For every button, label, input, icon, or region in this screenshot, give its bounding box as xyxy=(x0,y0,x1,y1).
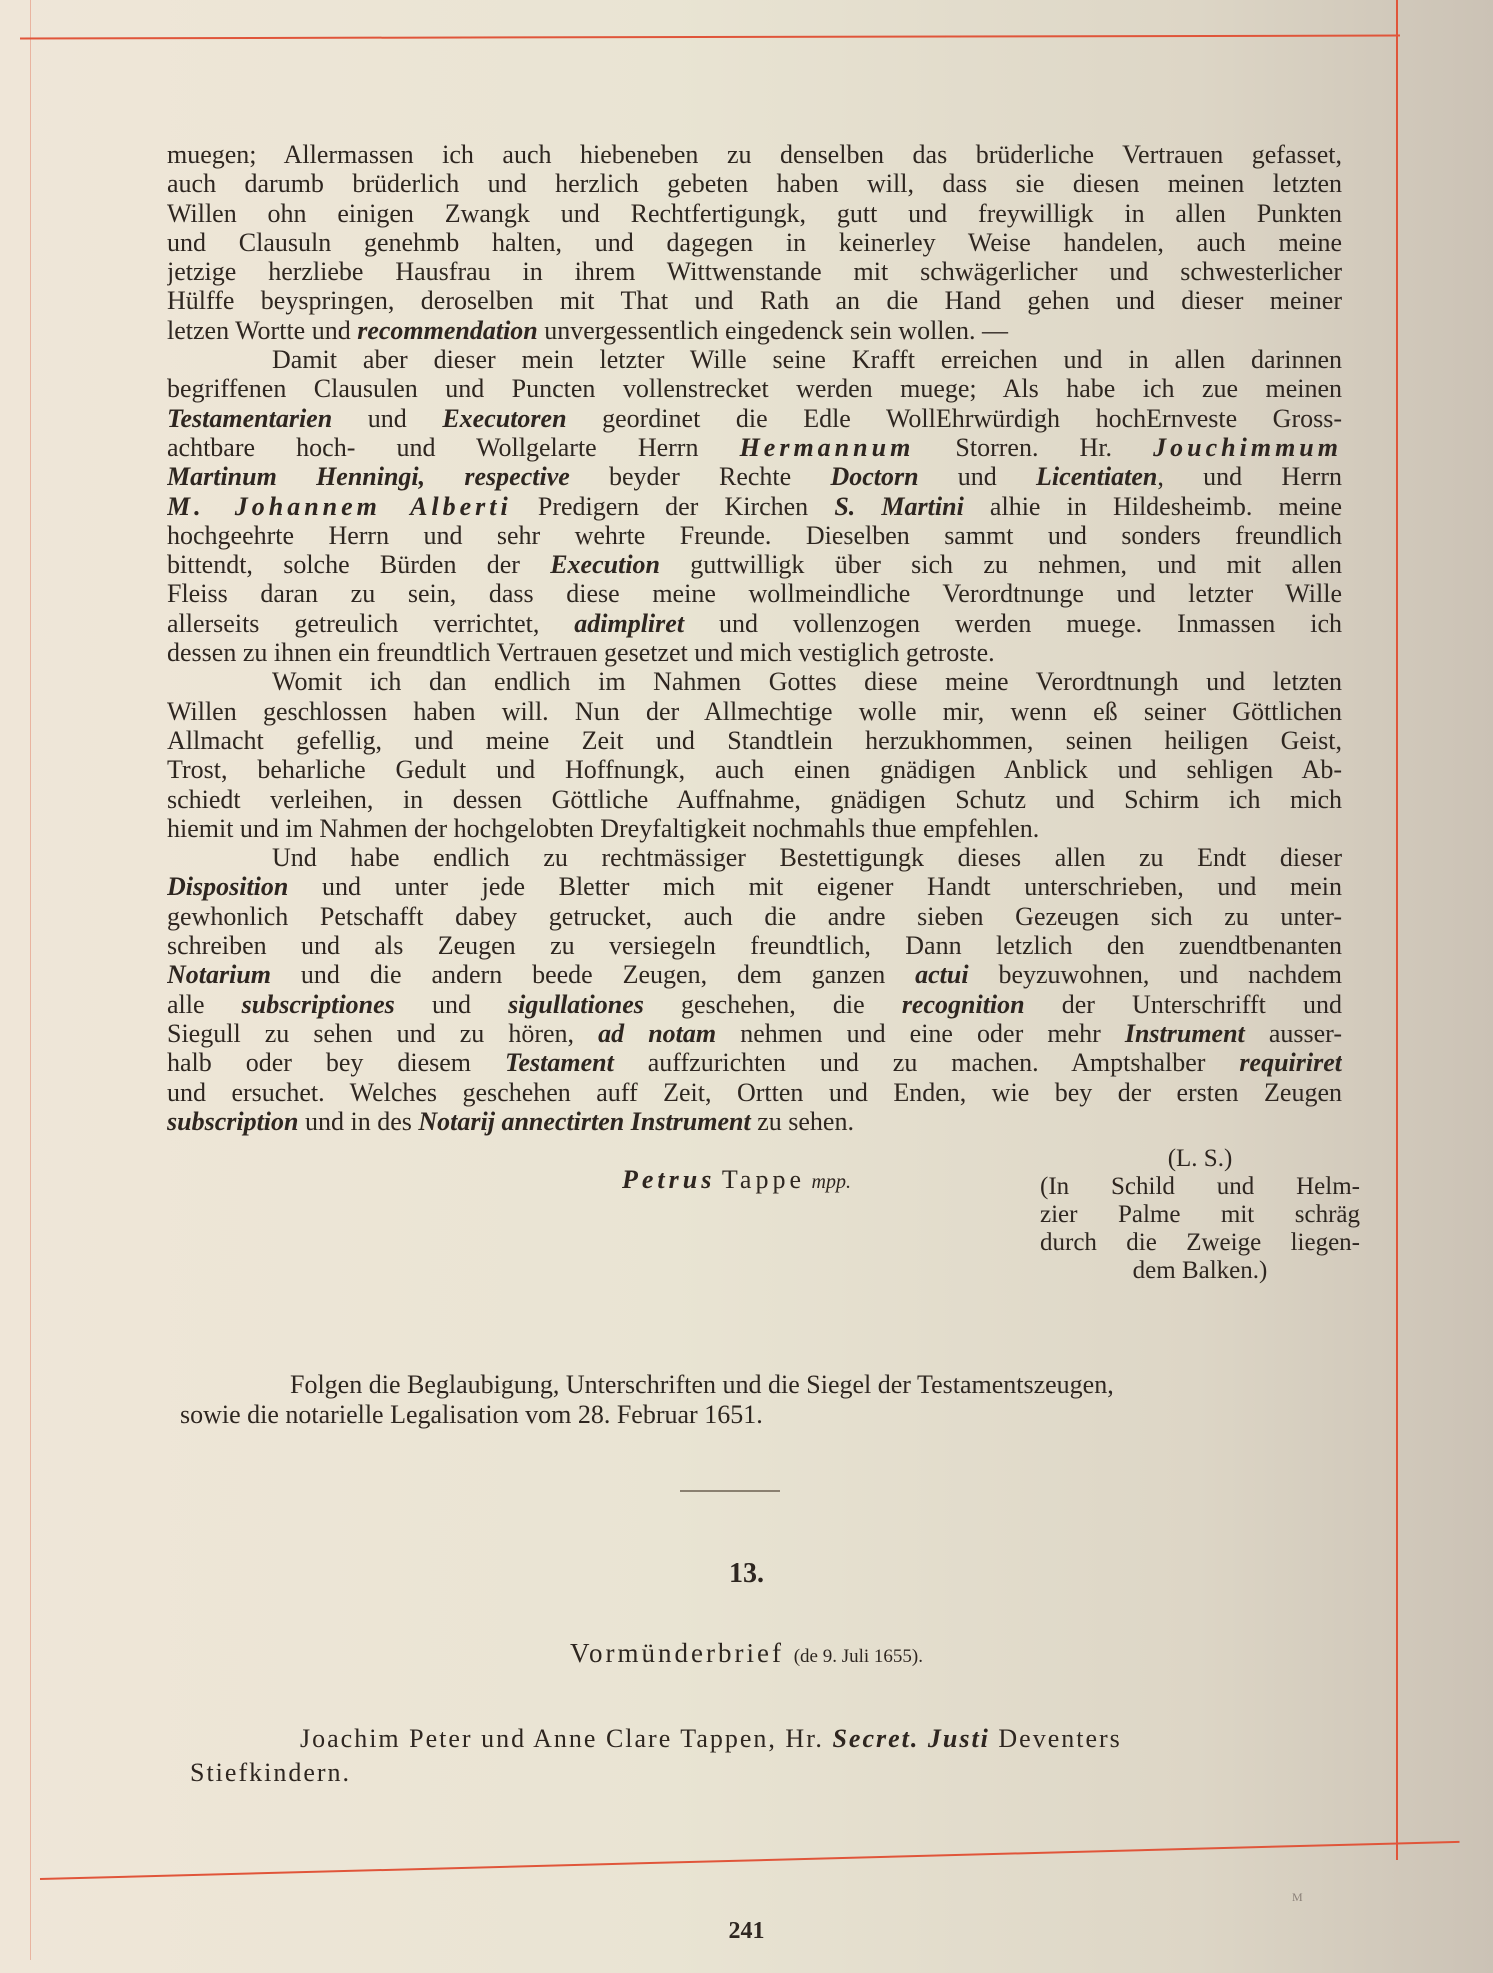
text-line xyxy=(167,1078,1342,1107)
text-segment: achtbare hoch- und Wollgelarte Herrn xyxy=(167,432,740,462)
italic-term: Execution xyxy=(550,550,661,580)
signature-suffix: mpp. xyxy=(811,1171,851,1193)
text-segment: begriffenen Clausulen und Puncten vollenstrecket werden muege; Als habe ich zue meinen xyxy=(167,374,1342,404)
text-segment: letzen Wortte und xyxy=(167,315,358,345)
text-line xyxy=(167,667,1342,696)
italic-term: Executoren xyxy=(442,403,567,433)
section-title xyxy=(0,1638,1493,1669)
text-segment: unvergessentlich eingedenck sein wollen. — xyxy=(537,315,1009,345)
intro-line-2: Stiefkindern. xyxy=(190,1758,352,1787)
text-line xyxy=(167,755,1342,784)
seal-line: (In Schild und Helm- xyxy=(1040,1173,1360,1200)
text-line xyxy=(167,931,1342,960)
text-segment: und die andern beede Zeugen, dem ganzen xyxy=(271,960,916,990)
text-segment: Damit aber dieser mein letzter Wille seine Krafft erreichen und in allen darinnen xyxy=(272,345,1342,375)
text-segment: der Unterschrifft und xyxy=(1024,989,1342,1019)
italic-term: Jouchimmum xyxy=(1153,432,1342,462)
text-segment: und in des xyxy=(298,1106,419,1136)
text-line xyxy=(167,140,1342,169)
text-segment: bittendt, solche Bürden der xyxy=(167,550,551,580)
text-segment: beyzuwohnen, und nachdem xyxy=(968,960,1342,990)
text-segment: Storren. Hr. xyxy=(914,432,1154,462)
text-line xyxy=(167,960,1342,989)
italic-term: subscription xyxy=(167,1106,299,1136)
bottom-margin-rule xyxy=(40,1841,1460,1880)
italic-term: recognition xyxy=(901,989,1025,1019)
text-line xyxy=(167,550,1342,579)
text-line xyxy=(167,579,1342,608)
page-number: 241 xyxy=(728,1918,765,1944)
text-line xyxy=(167,199,1342,228)
italic-term: Licentiaten xyxy=(1036,462,1158,492)
seal-label: (L. S.) xyxy=(1167,1145,1233,1172)
text-segment: Willen geschlossen haben will. Nun der Allmechtige wolle mir, wenn eß seiner Göttlichen xyxy=(167,696,1342,726)
section-number: 13. xyxy=(729,1558,764,1589)
text-segment: und Clausuln genehmb halten, und dagegen in keinerley Weise handelen, auch meine xyxy=(167,227,1342,257)
text-line xyxy=(167,814,1342,843)
text-segment: auch darumb brüderlich und herzlich gebeten haben will, dass sie diesen meinen letzten xyxy=(167,169,1342,199)
seal-line: durch die Zweige liegen- xyxy=(1040,1229,1360,1256)
text-segment: jetzige herzliebe Hausfrau in ihrem Wittwenstande mit schwägerlicher und schwesterlicher xyxy=(167,257,1342,287)
text-segment: auffzurichten und zu machen. Amptshalber xyxy=(613,1048,1240,1078)
text-segment: und unter jede Bletter mich mit eigener Handt unterschrieben, und mein xyxy=(288,872,1342,902)
text-segment: geordinet die Edle WollEhrwürdigh hochErnveste Gross- xyxy=(566,403,1342,433)
italic-term: Martinum Henningi, respective xyxy=(167,462,570,492)
text-line xyxy=(167,872,1342,901)
italic-term: Notarij annectirten Instrument xyxy=(418,1106,751,1136)
seal-note xyxy=(1040,1145,1360,1285)
text-line xyxy=(167,228,1342,257)
italic-term: requiriret xyxy=(1239,1048,1342,1078)
text-segment: allerseits getreulich verrichtet, xyxy=(167,608,575,638)
section-divider xyxy=(680,1490,780,1492)
text-segment: halb oder bey diesem xyxy=(167,1048,505,1078)
text-segment: guttwilligk über sich zu nehmen, und mit allen xyxy=(660,550,1342,580)
text-segment: beyder Rechte xyxy=(569,462,831,492)
text-line xyxy=(167,1019,1342,1048)
testament-body-text xyxy=(167,140,1342,1136)
following-line: sowie die notarielle Legalisation vom 28. Februar 1651. xyxy=(180,1400,763,1429)
text-line xyxy=(167,374,1342,403)
text-line xyxy=(167,697,1342,726)
signature xyxy=(622,1165,851,1195)
text-line xyxy=(167,169,1342,198)
signature-last-name: Tappe xyxy=(721,1165,805,1194)
text-segment: schreiben und als Zeugen zu versiegeln freundtlich, Dann letzlich den zuendtbenanten xyxy=(167,931,1342,961)
section-title-text: Vormünderbrief xyxy=(569,1638,784,1668)
italic-term: M. Johannem Alberti xyxy=(167,491,512,521)
text-segment: ausser- xyxy=(1244,1018,1342,1048)
following-line: Folgen die Beglaubigung, Unterschriften und die Siegel der Testamentszeugen, xyxy=(290,1370,1114,1399)
text-line xyxy=(167,1107,1342,1136)
text-segment: hochgeehrte Herrn und sehr wehrte Freunde. Dieselben sammt und sonders freundlich xyxy=(167,520,1342,550)
text-segment: Allmacht gefellig, und meine Zeit und Standtlein herzukhommen, seinen heiligen Geist, xyxy=(167,725,1342,755)
text-line xyxy=(167,433,1342,462)
following-note xyxy=(180,1370,1360,1430)
italic-term: recommendation xyxy=(357,315,538,345)
text-segment: alhie in Hildesheimb. meine xyxy=(963,491,1342,521)
text-line xyxy=(167,345,1342,374)
text-segment: dessen zu ihnen ein freundtlich Vertrauen gesetzet und mich vestiglich getroste. xyxy=(167,638,995,668)
text-segment: und xyxy=(332,403,443,433)
text-segment: Fleiss daran zu sein, dass diese meine wollmeindliche Verordtnunge und letzter Wille xyxy=(167,579,1342,609)
section-intro xyxy=(190,1722,1370,1790)
text-line xyxy=(167,404,1342,433)
text-segment: Trost, beharliche Gedult und Hoffnungk, auch einen gnädigen Anblick und sehligen Ab- xyxy=(167,755,1342,785)
seal-line: zier Palme mit schräg xyxy=(1040,1201,1360,1228)
italic-term: Disposition xyxy=(167,872,289,902)
text-line xyxy=(167,990,1342,1019)
corner-mark: M xyxy=(1292,1890,1303,1904)
text-segment: schiedt verleihen, in dessen Göttliche Auffnahme, gnädigen Schutz und Schirm ich mich xyxy=(167,784,1342,814)
text-line xyxy=(167,785,1342,814)
text-line xyxy=(167,638,1342,667)
text-segment: alle xyxy=(167,989,242,1019)
text-segment: muegen; Allermassen ich auch hiebeneben zu denselben das brüderliche Vertrauen gefasset, xyxy=(167,140,1342,169)
text-segment: Predigern der Kirchen xyxy=(511,491,835,521)
italic-term: Testamentarien xyxy=(167,403,333,433)
text-segment: und xyxy=(394,989,509,1019)
text-line xyxy=(167,521,1342,550)
text-segment: Und habe endlich zu rechtmässiger Bestettigungk dieses allen zu Endt dieser xyxy=(272,843,1342,873)
italic-term: Instrument xyxy=(1124,1018,1245,1048)
text-segment: , und Herrn xyxy=(1157,462,1342,492)
intro-italic: Secret. Justi xyxy=(832,1724,990,1753)
section-date: (de 9. Juli 1655). xyxy=(793,1646,923,1667)
top-margin-rule xyxy=(20,35,1400,40)
text-segment: nehmen und eine oder mehr xyxy=(716,1018,1125,1048)
italic-term: Testament xyxy=(504,1048,614,1078)
text-segment: zu sehen. xyxy=(750,1106,854,1136)
text-segment: hiemit und im Nahmen der hochgelobten Dreyfaltigkeit nochmahls thue empfehlen. xyxy=(167,813,1040,843)
intro-text: Joachim Peter und Anne Clare Tappen, Hr. xyxy=(300,1724,833,1753)
text-segment: geschehen, die xyxy=(643,989,902,1019)
italic-term: S. Martini xyxy=(834,491,964,521)
italic-term: subscriptiones xyxy=(241,989,395,1019)
text-line xyxy=(167,843,1342,872)
text-segment: und xyxy=(918,462,1037,492)
italic-term: Doctorn xyxy=(830,462,919,492)
text-segment: und ersuchet. Welches geschehen auff Zeit, Ortten und Enden, wie bey der ersten Zeugen xyxy=(167,1077,1342,1107)
text-line xyxy=(167,492,1342,521)
text-segment: gewhonlich Petschafft dabey getrucket, auch die andre sieben Gezeugen sich zu unter- xyxy=(167,901,1342,931)
italic-term: Notarium xyxy=(167,960,272,990)
text-segment: Womit ich dan endlich im Nahmen Gottes diese meine Verordtnungh und letzten xyxy=(272,667,1342,697)
italic-term: actui xyxy=(915,960,969,990)
text-segment: Siegull zu sehen und zu hören, xyxy=(167,1018,599,1048)
signature-first-name: Petrus xyxy=(622,1165,716,1194)
italic-term: Hermannum xyxy=(739,432,915,462)
text-segment: Willen ohn einigen Zwangk und Rechtfertigungk, gutt und freywilligk in allen Punkten xyxy=(167,198,1342,228)
seal-line: dem Balken.) xyxy=(1132,1257,1268,1284)
text-line xyxy=(167,316,1342,345)
italic-term: ad notam xyxy=(598,1018,717,1048)
italic-term: sigullationes xyxy=(508,989,644,1019)
intro-tail: Deventers xyxy=(989,1724,1122,1753)
text-line xyxy=(167,286,1342,315)
text-line xyxy=(167,257,1342,286)
text-segment: und vollenzogen werden muege. Inmassen ich xyxy=(684,608,1342,638)
text-line xyxy=(167,609,1342,638)
text-line xyxy=(167,902,1342,931)
text-line xyxy=(167,726,1342,755)
italic-term: adimpliret xyxy=(574,608,685,638)
text-line xyxy=(167,462,1342,491)
text-line xyxy=(167,1048,1342,1077)
text-segment: Hülffe beyspringen, deroselben mit That und Rath an die Hand gehen und dieser meiner xyxy=(167,286,1342,316)
